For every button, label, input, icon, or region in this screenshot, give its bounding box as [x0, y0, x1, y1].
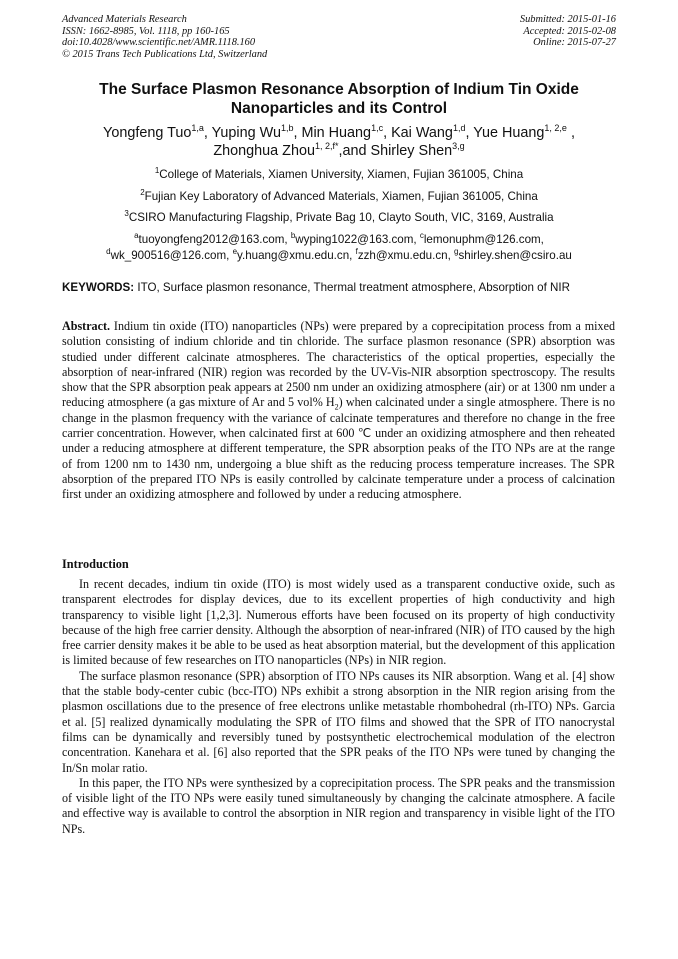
issn-line: ISSN: 1662-8985, Vol. 1118, pp 160-165: [62, 25, 230, 37]
affiliation-text: College of Materials, Xiamen University, Xiamen, Fujian 361005, China: [159, 168, 524, 181]
journal-name: Advanced Materials Research: [62, 14, 187, 25]
email-link[interactable]: y.huang@xmu.edu.cn,: [237, 249, 356, 262]
author-sup: 3,g: [452, 141, 465, 152]
email-link[interactable]: wk_900516@126.com,: [110, 249, 233, 262]
author-sup: 1,d: [452, 123, 466, 134]
author-name: Yuping Wu: [211, 125, 281, 141]
email-link[interactable]: shirley.shen@csiro.au: [458, 249, 572, 262]
author-sep: ,: [566, 125, 575, 141]
author-sep: ,: [203, 125, 212, 141]
submitted-date: Submitted: 2015-01-16: [519, 14, 616, 25]
affiliation-sup: 1: [154, 166, 160, 176]
abstract: [62, 319, 615, 503]
paper-title: [60, 81, 618, 118]
email-sup: a: [134, 231, 139, 241]
author-sup: 1,c: [371, 123, 384, 134]
author-name: and Shirley Shen: [342, 143, 453, 159]
author-name: Yue Huang: [473, 125, 545, 141]
affiliation-2: [60, 190, 618, 204]
author-sup: 1, 2,f*: [314, 141, 339, 152]
email-sup: d: [106, 247, 111, 257]
author-sep: ,: [338, 143, 343, 159]
email-link[interactable]: lemonuphm@126.com,: [423, 233, 544, 246]
keywords: [62, 281, 622, 295]
emails-line-1: [60, 233, 618, 247]
author-sep: ,: [293, 125, 302, 141]
author-sep: ,: [383, 125, 392, 141]
abstract-text-part-2: ) when calcinated under a single atmosphere. There is no change in the plasmon frequency with the variance of calcinate temperatures and therefore no change in the free carrier concentration. However, when calcinated first at 600 ℃ under an oxidizing atmosphere and then reheated under a reducing atmosphere at different temperature, the SPR absorption peaks of the ITO NPs are at the range of from 1200 nm to 1430 nm, undergoing a blue shift as the reducing process temperature increases. The SPR absorption of the prepared ITO NPs is easily controlled by calcinate temperature under a process of calcination first under an oxidizing atmosphere and followed by under a reducing atmosphere.: [62, 395, 615, 502]
email-link[interactable]: zzh@xmu.edu.cn,: [357, 249, 455, 262]
introduction-heading: Introduction: [62, 557, 129, 571]
abstract-subscript: 2: [334, 402, 339, 412]
email-sup: b: [290, 231, 296, 241]
email-sup: f: [355, 247, 358, 257]
affiliation-text: CSIRO Manufacturing Flagship, Private Bag 10, Clayto South, VIC, 3169, Australia: [128, 211, 554, 224]
author-sup: 1,a: [191, 123, 204, 134]
affiliation-sup: 3: [124, 209, 129, 219]
email-sup: e: [232, 247, 238, 257]
author-name: Kai Wang: [391, 125, 453, 141]
affiliation-3: [60, 211, 618, 225]
author-name: Yongfeng Tuo: [103, 125, 192, 141]
email-link[interactable]: wyping1022@163.com,: [295, 233, 420, 246]
keywords-label: KEYWORDS:: [62, 281, 135, 294]
emails-line-2: [60, 249, 618, 263]
author-sup: 1, 2,e: [544, 123, 567, 134]
doi-line[interactable]: doi:10.4028/www.scientific.net/AMR.1118.160: [62, 37, 256, 49]
email-sup: c: [419, 231, 424, 241]
author-sep: ,: [465, 125, 474, 141]
abstract-text-part-1: Indium tin oxide (ITO) nanoparticles (NPs) were prepared by a coprecipitation process from a mixed solution consisting of indium chloride and tin chloride. The surface plasmon resonance (SPR) absorption was studied under different calcinate atmospheres. The characteristics of the optical properties, especially the absorption of near-infrared (NIR) region was recorded by the UV-Vis-NIR absorption spectroscopy. The results show that the SPR absorption peak appears at 2500 nm under an oxidizing atmosphere (air) or at 1300 nm under a reducing atmosphere (a gas mixture of Ar and 5 vol% H: [62, 319, 615, 410]
abstract-label: Abstract.: [62, 319, 111, 333]
affiliation-1: [60, 168, 618, 182]
affiliation-text: Fujian Key Laboratory of Advanced Materials, Xiamen, Fujian 361005, China: [144, 190, 538, 203]
affiliation-sup: 2: [140, 188, 145, 198]
keywords-text: ITO, Surface plasmon resonance, Thermal treatment atmosphere, Absorption of NIR: [134, 281, 570, 294]
accepted-date: Accepted: 2015-02-08: [523, 25, 616, 37]
intro-paragraph: The surface plasmon resonance (SPR) absorption of ITO NPs causes its NIR absorption. Wang et al. [4] show that the stable body-center cubic (bcc-ITO) NPs exhibit a strong absorption in the NIR region arising from the plasmon oscillations due to the presence of free electrons unlike metastable rhombohedral (rh-ITO) NPs. Garcia et al. [5] realized dynamically modulating the SPR of ITO films and showed that the SPR of ITO nanocrystal films can be dynamically and reversibly tuned by postsynthetic electrochemical modulation of the electron concentration. Kanehara et al. [6] also reported that the SPR peaks of the ITO NPs were tuned by changing the In/Sn molar ratio.: [62, 668, 615, 775]
online-date: Online: 2015-07-27: [533, 37, 616, 49]
author-name: Zhonghua Zhou: [213, 143, 315, 159]
author-name: Min Huang: [301, 125, 372, 141]
header-right: [520, 14, 616, 49]
header-left: [62, 14, 267, 60]
title-line-2: Nanoparticles and its Control: [230, 99, 448, 117]
email-sup: g: [454, 247, 459, 257]
copyright-line: © 2015 Trans Tech Publications Ltd, Switzerland: [62, 48, 268, 60]
author-list: [60, 124, 618, 160]
title-line-1: The Surface Plasmon Resonance Absorption of Indium Tin Oxide: [99, 81, 579, 98]
intro-paragraph: In this paper, the ITO NPs were synthesized by a coprecipitation process. The SPR peaks and the transmission of visible light of the ITO NPs were easily tuned simultaneously by changing the calcinate atmosphere. A facile and effective way is available to control the absorption in NIR region and transparency in visible light of the ITO NPs.: [62, 775, 615, 836]
introduction-body: [62, 577, 615, 837]
email-link[interactable]: tuoyongfeng2012@163.com,: [138, 233, 291, 246]
intro-paragraph: In recent decades, indium tin oxide (ITO) is most widely used as a transparent conductive oxide, such as transparent electrodes for display devices, due to its excellent properties of high conductivity and high transparency to visible light [1,2,3]. Numerous efforts have been focused on its property of high conductivity because of the high free carrier density. Although the absorption of near-infrared (NIR) of ITO caused by the high free carrier density makes it be able to be used as heat absorption material, but the development of this application is limited because of few researches on ITO nanoparticles (NPs) in NIR region.: [62, 577, 615, 668]
author-sup: 1,b: [280, 123, 294, 134]
